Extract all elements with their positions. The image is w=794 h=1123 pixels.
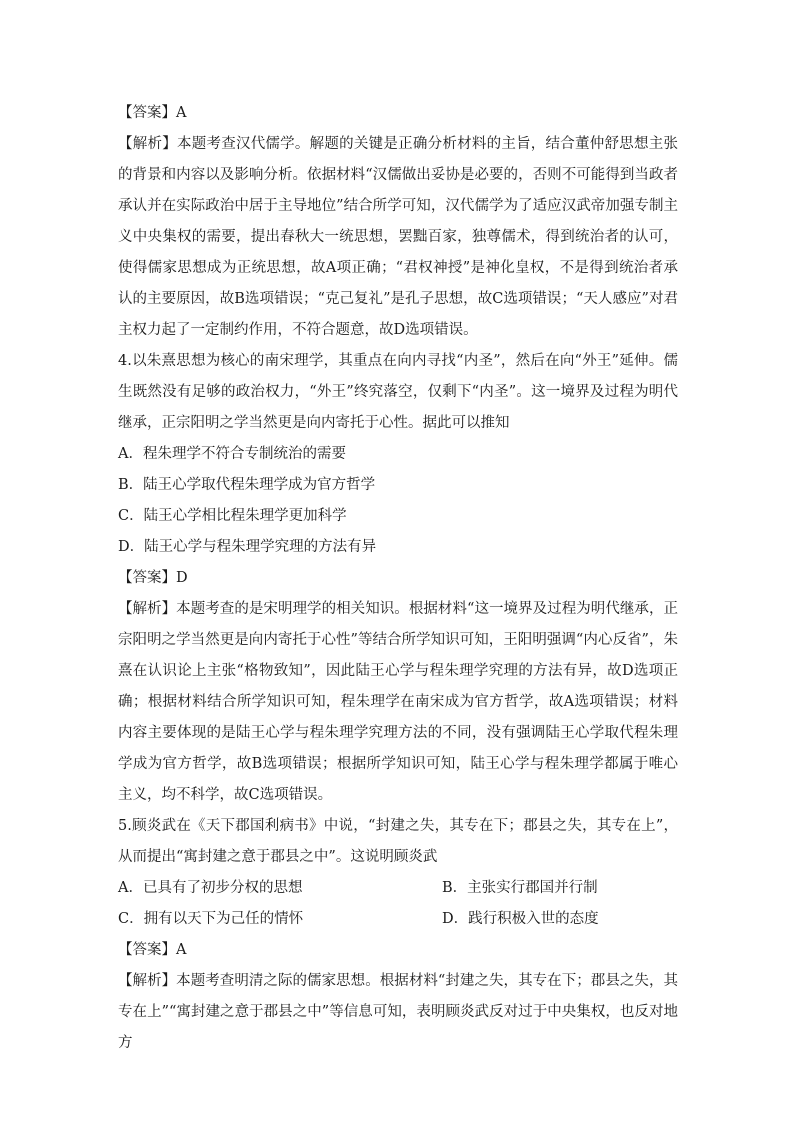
- q4-option-c: C．陆王心学相比程朱理学更加科学: [118, 508, 347, 524]
- q5-option-d: D．践行积极入世的态度: [442, 911, 599, 927]
- q3-answer: 【答案】A: [118, 105, 187, 121]
- q5-options-row-2: [118, 904, 678, 935]
- q5-option-b: B．主张实行郡国并行制: [442, 880, 598, 896]
- q5-option-a: A．已具有了初步分权的思想: [118, 880, 303, 896]
- q5-options-row-1: [118, 873, 678, 904]
- q4-analysis: 【解析】本题考查的是宋明理学的相关知识。根据材料“这一境界及过程为明代继承，正宗阳明之学当然更是向内寄托于心性”等结合所学知识可知，王阳明强调“内心反省”，朱熹在认识论上主张“格物致知”，因此陆王心学与程朱理学究理的方法有异，故D选项正确；根据材料结合所学知识可知，程朱理学在南宋成为官方哲学，故A选项错误；材料内容主要体现的是陆王心学与程朱理学究理方法的不同，没有强调陆王心学取代程朱理学成为官方哲学，故B选项错误；根据所学知识可知，陆王心学与程朱理学都属于唯心主义，均不科学，故C选项错误。: [118, 601, 678, 803]
- q5-stem: 5.顾炎武在《天下郡国利病书》中说，“封建之失，其专在下；郡县之失，其专在上”，从而提出“寓封建之意于郡县之中”。这说明顾炎武: [118, 818, 678, 865]
- q4-option-a: A．程朱理学不符合专制统治的需要: [118, 446, 346, 462]
- q3-analysis: 【解析】本题考查汉代儒学。解题的关键是正确分析材料的主旨，结合董仲舒思想主张的背景和内容以及影响分析。依据材料“汉儒做出妥协是必要的，否则不可能得到当政者承认并在实际政治中居于主导地位”结合所学可知，汉代儒学为了适应汉武帝加强专制主义中央集权的需要，提出春秋大一统思想，罢黜百家，独尊儒术，得到统治者的认可，使得儒家思想成为正统思想，故A项正确；“君权神授”是神化皇权，不是得到统治者承认的主要原因，故B选项错误；“克己复礼”是孔子思想，故C选项错误；“天人感应”对君主权力起了一定制约作用，不符合题意，故D选项错误。: [118, 136, 678, 338]
- q5-option-c: C．拥有以天下为己任的情怀: [118, 911, 304, 927]
- q5-answer: 【答案】A: [118, 942, 187, 958]
- q5-analysis: 【解析】本题考查明清之际的儒家思想。根据材料“封建之失，其专在下；郡县之失，其专在上”“寓封建之意于郡县之中”等信息可知，表明顾炎武反对过于中央集权，也反对地方: [118, 973, 678, 1051]
- q4-stem: 4.以朱熹思想为核心的南宋理学，其重点在向内寻找“内圣”，然后在向“外王”延伸。儒生既然没有足够的政治权力，“外王”终究落空，仅剩下“内圣”。这一境界及过程为明代继承，正宗阳明之学当然更是向内寄托于心性。据此可以推知: [118, 353, 678, 431]
- q4-option-d: D．陆王心学与程朱理学究理的方法有异: [118, 539, 377, 555]
- document-page: [118, 98, 678, 1059]
- q4-option-b: B．陆王心学取代程朱理学成为官方哲学: [118, 477, 376, 493]
- q4-answer: 【答案】D: [118, 570, 188, 586]
